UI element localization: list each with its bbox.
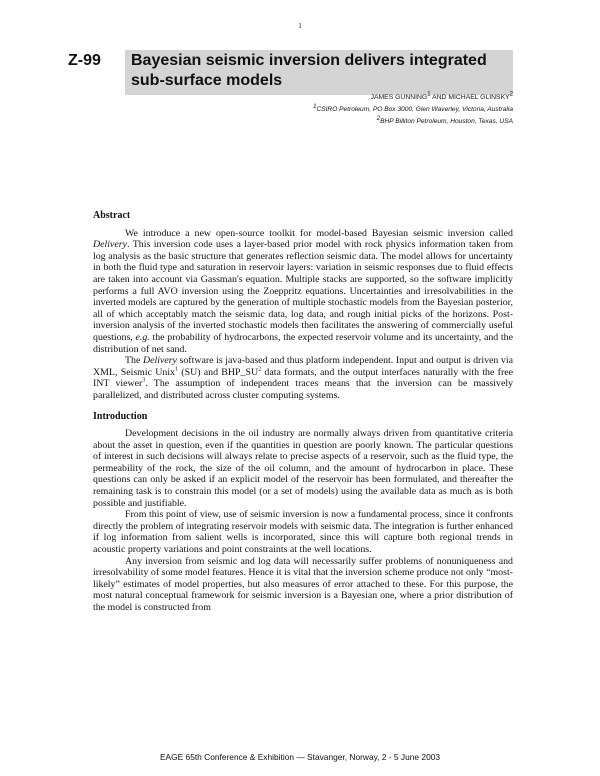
- paper-body: [93, 210, 513, 614]
- author-1-sup: 1: [427, 91, 431, 98]
- abstract-p2-text-d: data formats, and the output interfaces naturally with the free INT viewer: [93, 366, 514, 390]
- affiliation-1-text: CSIRO Petroleum, PO Box 3000, Glen Waverley, Victoria, Australia: [316, 106, 513, 113]
- affiliation-2-text: BHP Billiton Petroleum, Houston, Texas, USA: [380, 118, 513, 125]
- affiliation-2-sup: 2: [376, 115, 381, 122]
- abstract-p1-text-c: the probability of hydrocarbons, the expected reservoir volume and its uncertainty, and the distribution of net sand.: [93, 331, 513, 355]
- abstract-p2-text-a: The: [125, 355, 143, 367]
- author-2-sup: 2: [509, 91, 513, 98]
- title-line-2: sub-surface models: [131, 72, 283, 89]
- affiliation-2: [376, 115, 513, 125]
- abstract-p1-text-a: We introduce a new open-source toolkit for model-based Bayesian seismic inversion called: [125, 227, 513, 239]
- author-2: AND MICHAEL GLINSKY: [430, 94, 510, 101]
- software-name: Delivery: [93, 239, 127, 251]
- page-number: 1: [298, 22, 302, 30]
- introduction-heading: Introduction: [93, 410, 148, 422]
- affiliation-1: [313, 103, 513, 113]
- abstract-heading: Abstract: [93, 210, 131, 221]
- author-line: [370, 91, 513, 101]
- footnote-ref-2: 2: [258, 366, 262, 373]
- abstract-p2-text-c: (SU) and BHP_SU: [178, 366, 259, 378]
- abstract-p1-text-b: . This inversion code uses a layer-based prior model with rock physics information taken from log analysis as the basic structure that generates reflection seismic data. The model allows for uncertainty in both the fluid type and saturation in reservoir layers: variation in seismic responses due to fluid effects are taken into account via Gassman's equation. Multiple stacks are supported, so the software implicitly performs a full AVO inversion using the Zoeppritz equations. Uncertainties and irresolvabilities in the inverted models are captured by the generation of multiple stochastic models from the Bayesian posterior, all of which acceptably match the seismic data, log data, and rough initial picks of the horizons. Post-inversion analysis of the inverted stochastic models then facilitates the answering of commercially useful questions,: [93, 239, 513, 343]
- software-name: Delivery: [142, 355, 177, 367]
- affiliation-1-sup: 1: [313, 103, 317, 110]
- paper-code: Z-99: [68, 52, 101, 69]
- abstract-p1-eg: e.g.: [135, 331, 150, 343]
- conference-footer: EAGE 65th Conference & Exhibition — Stavanger, Norway, 2 - 5 June 2003: [159, 752, 441, 762]
- paper-title: [125, 50, 513, 95]
- footnote-ref-3: 3: [142, 378, 146, 385]
- introduction-paragraph-1: Development decisions in the oil industry are normally always driven from quantitative criteria about the asset in question, even if the quantities in question are poorly known. The particular questions of interest in such decisions will always relate to precise aspects of a reservoir, such as the fluid type, the permeability of the rock, the size of the oil column, and the amount of hydrocarbon in place. These questions can only be asked if an explicit model of the reservoir has been formulated, and thereafter the remaining task is to constrain this model (or a set of models) using the available data as much as is both possible and justifiable.: [93, 428, 513, 509]
- abstract-p2-text-b: software is java-based and thus platform independent. Input and output is driven via XML, Seismic Unix: [93, 355, 513, 378]
- abstract-paragraph-2: [93, 355, 513, 401]
- introduction-paragraph-2: From this point of view, use of seismic inversion is now a fundamental process, since it confronts directly the problem of integrating reservoir models with seismic data. The integration is further enhanced if log information from salient wells is incorporated, since this will capture both regional trends in acoustic property variations and point constraints at the well locations.: [93, 509, 513, 556]
- title-line-1: Bayesian seismic inversion delivers integrated: [131, 52, 487, 69]
- abstract-p2-text-e: . The assumption of independent traces means that the inversion can be massively parallelized, and distributed across cluster computing systems.: [93, 378, 514, 401]
- author-1: JAMES GUNNING: [370, 94, 428, 101]
- footnote-ref-1: 1: [175, 366, 178, 373]
- abstract-paragraph-1: [93, 228, 513, 356]
- introduction-paragraph-3: Any inversion from seismic and log data will necessarily suffer problems of nonuniqueness and irresolvability of some model features. Hence it is vital that the inversion scheme produce not only “most-likely” estimates of model properties, but also measures of error attached to these. For this purpose, the most natural conceptual framework for seismic inversion is a Bayesian one, where a prior distribution of the model is constructed from: [93, 555, 513, 613]
